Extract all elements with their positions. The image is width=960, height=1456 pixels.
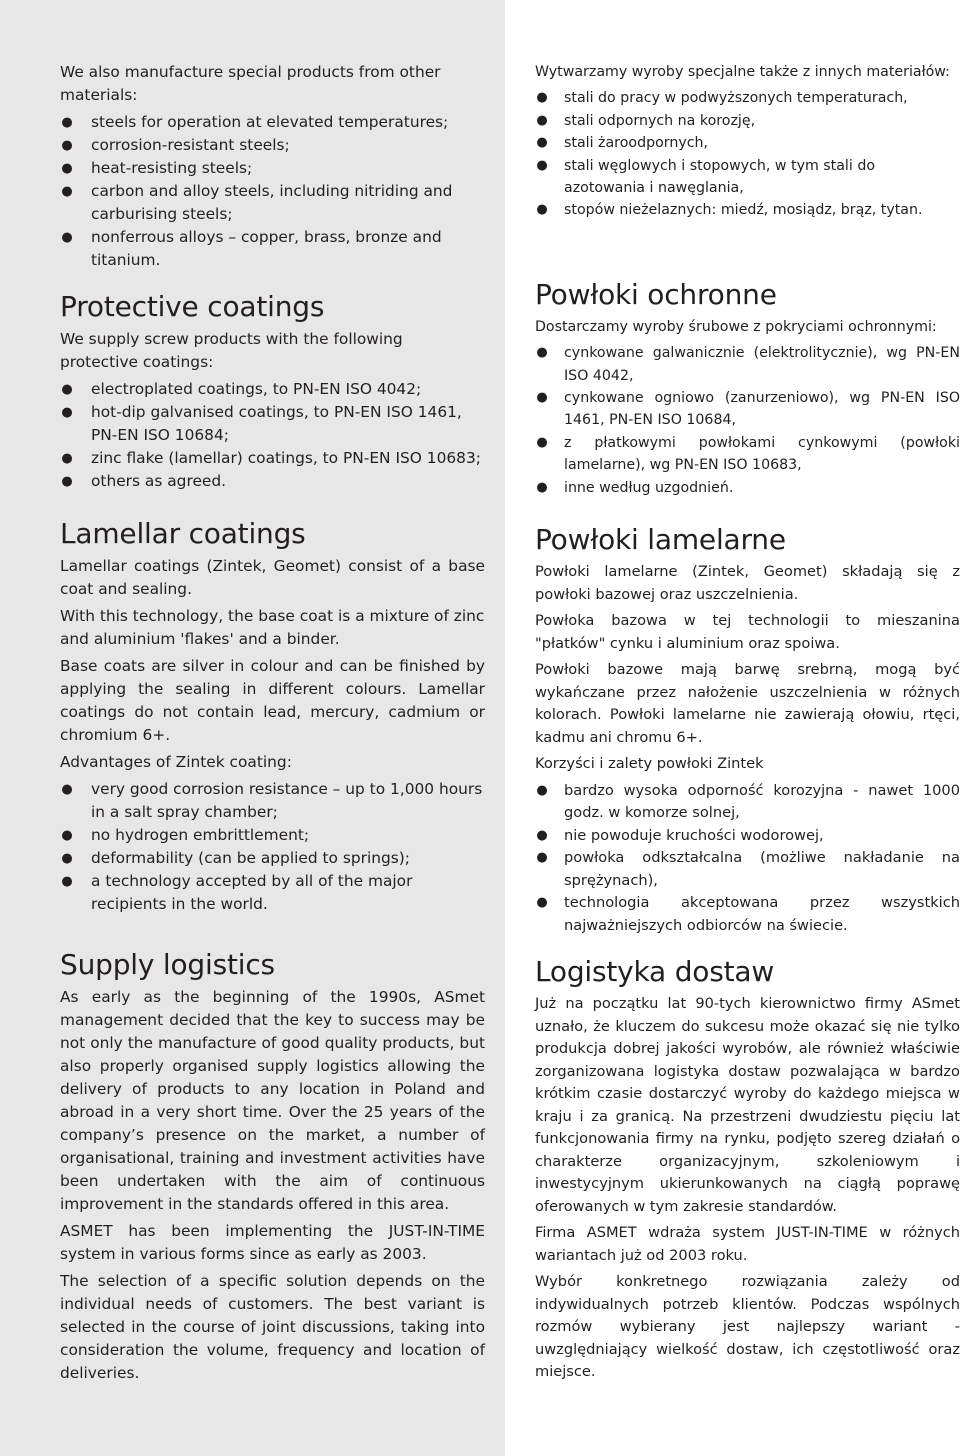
bullet-icon: ● — [536, 434, 548, 450]
list-item: ● hot-dip galvanised coatings, to PN-EN ISO 1461, PN-EN ISO 10684; — [61, 403, 462, 444]
list-item: ● stali do pracy w podwyższonych temperaturach, — [535, 87, 960, 109]
list-item: ● zinc flake (lamellar) coatings, to PN-EN ISO 10683; — [60, 447, 485, 470]
advantages-list — [60, 778, 485, 916]
bullet-icon: ● — [536, 90, 548, 106]
list-item: ● steels for operation at elevated temperatures; — [60, 111, 485, 134]
polish-column — [505, 0, 960, 1456]
list-item: ● technologia akceptowana przez wszystkich najważniejszych odbiorców na świecie. — [536, 894, 960, 934]
bullet-icon: ● — [536, 135, 548, 151]
protective-coatings-heading: Powłoki ochronne — [535, 277, 777, 311]
bullet-icon: ● — [61, 184, 73, 199]
bullet-icon: ● — [61, 161, 73, 176]
bullet-icon: ● — [61, 828, 73, 843]
bullet-icon: ● — [61, 874, 73, 889]
advantages-lead: Korzyści i zalety powłoki Zintek — [535, 755, 764, 773]
bullet-icon: ● — [61, 115, 73, 130]
bullet-icon: ● — [61, 851, 73, 866]
bullet-icon: ● — [536, 827, 548, 843]
bullet-icon: ● — [536, 850, 548, 866]
list-item: ● electroplated coatings, to PN-EN ISO 4042; — [60, 378, 485, 401]
bullet-icon: ● — [536, 895, 548, 911]
logistics-paragraph: ASMET has been implementing the JUST-IN-TIME system in various forms since as early as 2003. — [60, 1222, 485, 1263]
lamellar-coatings-heading: Lamellar coatings — [60, 517, 306, 550]
protective-lead: We supply screw products with the following protective coatings: — [60, 330, 403, 371]
protective-coatings-heading: Protective coatings — [60, 290, 325, 323]
list-item: ● nie powoduje kruchości wodorowej, — [535, 825, 960, 848]
lamellar-paragraph: Powłoki lamelarne (Zintek, Geomet) składają się z powłoki bazowej oraz uszczelnienia. — [535, 563, 960, 603]
advantages-list — [535, 780, 960, 938]
list-item: ● nonferrous alloys – copper, brass, bronze and titanium. — [61, 228, 442, 269]
list-item: ● a technology accepted by all of the major recipients in the world. — [61, 872, 413, 913]
intro-text: Wytwarzamy wyroby specjalne także z innych materiałów: — [535, 64, 950, 80]
bullet-icon: ● — [61, 138, 73, 153]
list-item: ● heat-resisting steels; — [60, 157, 485, 180]
list-item: ● corrosion-resistant steels; — [60, 134, 485, 157]
logistics-paragraph: Wybór konkretnego rozwiązania zależy od indywidualnych potrzeb klientów. Podczas wspólnych rozmów wybierany jest najlepszy wariant - uwzględniający wielkość dostaw, ich częstotliwość oraz miejsce. — [535, 1273, 960, 1381]
lamellar-paragraph: Powłoka bazowa w tej technologii to mieszanina "płatków" cynku i aluminium oraz spoiwa. — [535, 612, 960, 652]
list-item: ● deformability (can be applied to springs); — [60, 847, 485, 870]
list-item: ● bardzo wysoka odporność korozyjna - nawet 1000 godz. w komorze solnej, — [536, 781, 960, 822]
bullet-icon: ● — [536, 390, 548, 406]
bullet-icon: ● — [536, 782, 548, 798]
lamellar-paragraph: Lamellar coatings (Zintek, Geomet) consist of a base coat and sealing. — [60, 557, 485, 598]
lamellar-paragraph: With this technology, the base coat is a mixture of zinc and aluminium 'flakes' and a binder. — [60, 607, 485, 648]
list-item: ● stali węglowych i stopowych, w tym stali do azotowania i nawęglania, — [535, 155, 960, 200]
bullet-icon: ● — [61, 474, 73, 489]
bullet-icon: ● — [536, 479, 548, 495]
lamellar-paragraph: Powłoki bazowe mają barwę srebrną, mogą być wykańczane przez nałożenie uszczelnienia w różnych kolorach. Powłoki lamelarne nie zawierają ołowiu, rtęci, kadmu ani chromu 6+. — [535, 661, 960, 746]
bullet-icon: ● — [536, 202, 548, 218]
lamellar-coatings-heading: Powłoki lamelarne — [535, 523, 786, 557]
list-item: ● very good corrosion resistance – up to 1,000 hours in a salt spray chamber; — [61, 780, 483, 821]
intro-list — [535, 87, 960, 221]
list-item: ● inne według uzgodnień. — [535, 477, 960, 499]
bullet-icon: ● — [61, 405, 73, 420]
advantages-lead: Advantages of Zintek coating: — [60, 753, 292, 771]
intro-text: We also manufacture special products from other materials: — [60, 63, 441, 104]
list-item: ● stali odpornych na korozję, — [535, 110, 960, 132]
logistics-paragraph: The selection of a specific solution depends on the individual needs of customers. The best variant is selected in the course of joint discussions, taking into consideration the volume, frequency and location of deliveries. — [60, 1272, 485, 1382]
list-item: ● stali żaroodpornych, — [535, 132, 960, 154]
list-item: ● carbon and alloy steels, including nitriding and carburising steels; — [61, 182, 453, 223]
list-item: ● cynkowane ogniowo (zanurzeniowo), wg PN-EN ISO 1461, PN-EN ISO 10684, — [535, 387, 960, 432]
protective-lead: Dostarczamy wyroby śrubowe z pokryciami ochronnymi: — [535, 318, 937, 335]
bullet-icon: ● — [61, 451, 73, 466]
logistics-paragraph: Firma ASMET wdraża system JUST-IN-TIME w różnych wariantach już od 2003 roku. — [535, 1224, 960, 1264]
list-item: ● stopów nieżelaznych: miedź, mosiądz, brąz, tytan. — [535, 199, 960, 221]
bullet-icon: ● — [61, 382, 73, 397]
bullet-icon: ● — [61, 782, 73, 797]
protective-list — [535, 342, 960, 499]
logistics-paragraph: As early as the beginning of the 1990s, ASmet management decided that the key to success may be not only the manufacture of good quality products, but also properly organised supply logistics allowing the delivery of products to any location in Poland and abroad in a very short time. Over the 25 years of the company’s presence on the market, a number of organisational, training and investment activities have been undertaken with the aim of continuous improvement in the standards offered in this area. — [60, 988, 485, 1213]
bullet-icon: ● — [536, 112, 548, 128]
list-item: ● z płatkowymi powłokami cynkowymi (powłoki lamelarne), wg PN-EN ISO 10683, — [535, 432, 960, 477]
list-item: ● cynkowane galwanicznie (elektrolitycznie), wg PN-EN ISO 4042, — [535, 342, 960, 387]
list-item: ● no hydrogen embrittlement; — [60, 824, 485, 847]
lamellar-paragraph: Base coats are silver in colour and can be finished by applying the sealing in different colours. Lamellar coatings do not contain lead, mercury, cadmium or chromium 6+. — [60, 657, 485, 744]
list-item: ● others as agreed. — [60, 470, 485, 493]
logistics-paragraph: Już na początku lat 90-tych kierownictwo firmy ASmet uznało, że kluczem do sukcesu może okazać się nie tylko produkcja dobrej jakości wyrobów, ale również właściwie zorganizowana logistyka dostaw pozwalająca w bardzo krótkim czasie dostarczyć wyroby do każdego miejsca w kraju i za granicą. Na przestrzeni dwudziestu pięciu lat funkcjonowania firmy na rynku, podjęto szereg działań o charakterze organizacyjnym, szkoleniowym i inwestycyjnym ukierunkowanych na ciągłą poprawę oferowanych w tym zakresie standardów. — [535, 995, 960, 1215]
bullet-icon: ● — [61, 230, 73, 245]
supply-logistics-heading: Logistyka dostaw — [535, 955, 775, 989]
list-item: ● powłoka odkształcalna (możliwe nakładanie na sprężynach), — [536, 849, 960, 889]
intro-list — [60, 111, 485, 272]
bullet-icon: ● — [536, 157, 548, 173]
supply-logistics-heading: Supply logistics — [60, 948, 275, 981]
bullet-icon: ● — [536, 345, 548, 361]
protective-list — [60, 378, 485, 493]
